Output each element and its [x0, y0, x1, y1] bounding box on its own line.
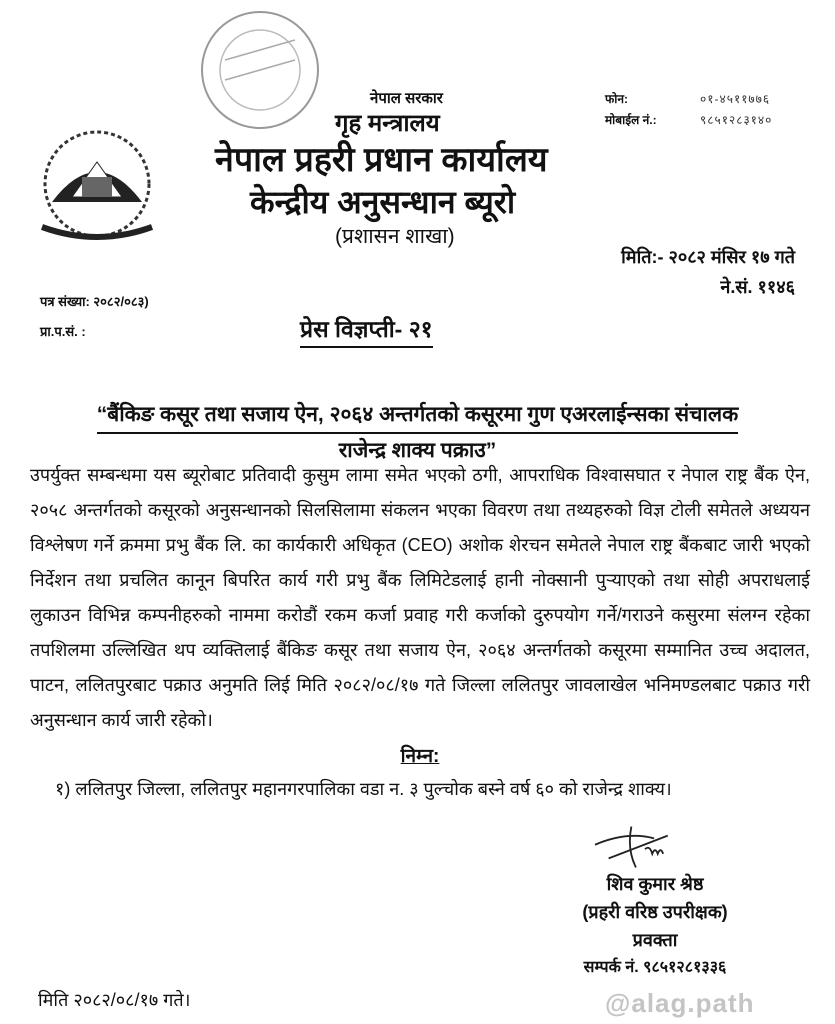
- nepal-emblem-logo: [22, 122, 172, 252]
- content-body: [30, 458, 810, 802]
- footer-date: मिति २०८२/०८/१७ गते।: [38, 990, 191, 1010]
- body-paragraph: उपर्युक्त सम्बन्धमा यस ब्यूरोबाट प्रतिवादी कुसुम लामा समेत भएको ठगी, आपराधिक विश्वासघात र नेपाल राष्ट्र बैंक ऐन, २०५८ अन्तर्गतको कसूरको अनुसन्धानको सिलसिलामा संकलन भएका विवरण तथा तथ्यहरुको विज्ञ टोली समेतले अध्ययन विश्लेषण गर्ने क्रममा प्रभु बैंक लि. का कार्यकारी अधिकृत (CEO) अशोक शेरचन समेतले नेपाल राष्ट्र बैंकबाट जारी भएको निर्देशन तथा प्रचलित कानून बिपरित कार्य गरी प्रभु बैंक लिमिटेडलाई हानी नोक्सानी पुऱ्याएको तथा सोही अपराधलाई लुकाउन विभिन्न कम्पनीहरुको नाममा करोडौं रकम कर्जा प्रवाह गरी कर्जाको दुरुपयोग गर्ने/गराउने कसुरमा संलग्न रहेका तपशिलमा उल्लिखित थप व्यक्तिलाई बैंकिङ कसूर तथा सजाय ऐन, २०६४ अन्तर्गतको कसूरमा सम्मानित उच्च अदालत, पाटन, ललितपुरबाट पक्राउ अनुमति लिई मिति २०८२/०८/१७ गते जिल्ला ललितपुर जावलाखेल भनिमण्डलबाट पक्राउ गरी अनुसन्धान कार्य जारी रहेको।: [30, 465, 810, 730]
- headline-line-1: “बैंकिङ कसूर तथा सजाय ऐन, २०६४ अन्तर्गतको कसूरमा गुण एअरलाईन्सका संचालक: [97, 398, 739, 434]
- nepal-sambat-date: ने.सं. ११४६: [720, 277, 795, 297]
- press-release-title: प्रेस विज्ञप्ती- २१: [300, 312, 433, 348]
- prapasa-label: प्रा.प.सं. :: [40, 324, 86, 339]
- mobile-label: मोबाईल नं.:: [605, 113, 657, 127]
- phone-value: ०१-४५११७७६: [700, 92, 771, 106]
- branch-name: (प्रशासन शाखा): [335, 225, 455, 248]
- signatory-role: प्रवक्ता: [632, 930, 678, 950]
- ministry-name: गृह मन्त्रालय: [335, 110, 440, 137]
- list-item: १) ललितपुर जिल्ला, ललितपुर महानगरपालिका वडा न. ३ पुल्चोक बस्ने वर्ष ६० को राजेन्द्र शाक्य।: [55, 779, 672, 799]
- office-name: नेपाल प्रहरी प्रधान कार्यालय: [215, 141, 548, 179]
- letter-date: मिति:- २०८२ मंसिर १७ गते: [621, 247, 795, 267]
- phone-label: फोन:: [605, 92, 629, 106]
- signatory-contact: सम्पर्क नं. ९८५१२८१३३६: [583, 959, 727, 976]
- mobile-value: ९८५१२८३१४०: [700, 113, 773, 127]
- reference-number: पत्र संख्या: २०८२/०८३): [40, 294, 149, 309]
- signature: [585, 822, 705, 872]
- bureau-name: केन्द्रीय अनुसन्धान ब्यूरो: [250, 184, 516, 220]
- government-label: नेपाल सरकार: [370, 90, 443, 107]
- signatory-name: शिव कुमार श्रेष्ठ: [606, 874, 704, 894]
- watermark: @alag.path: [605, 988, 755, 1018]
- list-heading: निम्न:: [400, 746, 440, 767]
- signatory-rank: (प्रहरी वरिष्ठ उपरीक्षक): [582, 902, 728, 922]
- headline-line-2: राजेन्द्र शाक्य पक्राउ”: [338, 439, 497, 462]
